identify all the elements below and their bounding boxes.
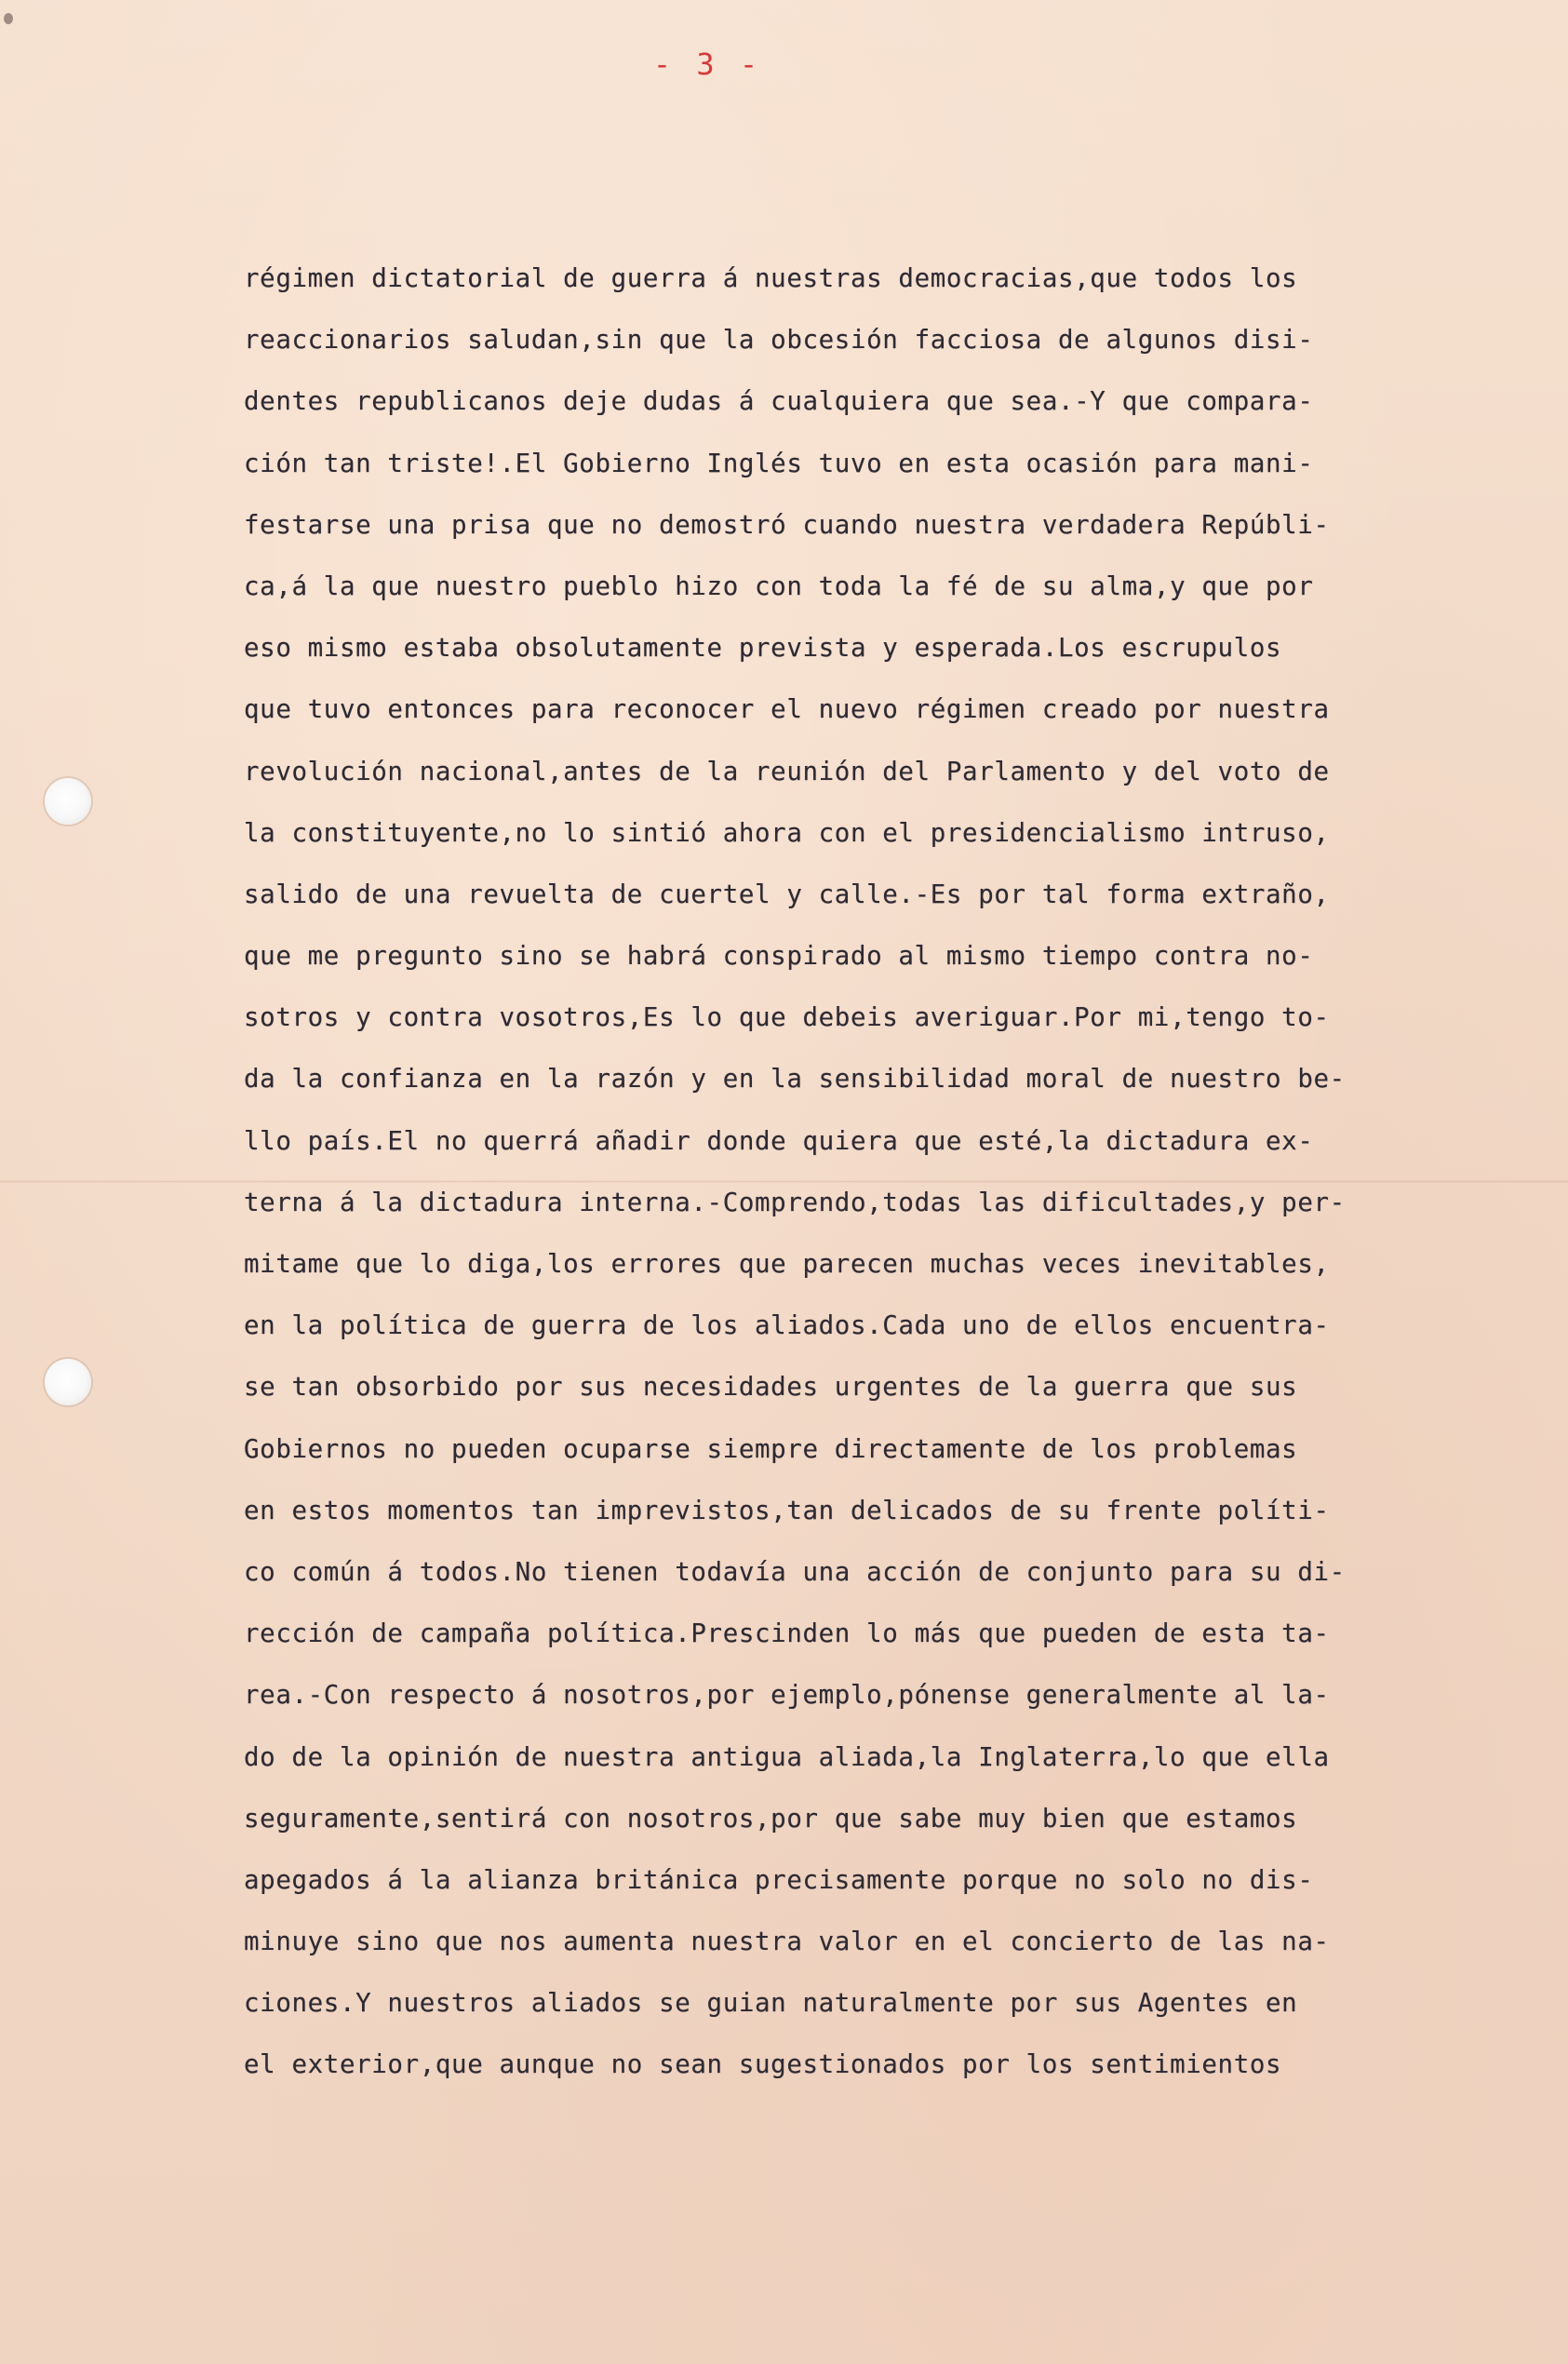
text-line: reaccionarios saludan,sin que la obcesión facciosa de algunos disi- [244,325,1314,356]
ink-smudge [4,13,13,24]
text-line: salido de una revuelta de cuertel y calle.-Es por tal forma extraño, [244,879,1330,909]
text-line: la constituyente,no lo sintió ahora con el presidencialismo intruso, [244,817,1330,848]
text-line: el exterior,que aunque no sean sugestionados por los sentimientos [244,2049,1282,2080]
punch-hole-lower [45,1359,91,1405]
text-line: rección de campaña política.Prescinden lo más que pueden de esta ta- [244,1619,1330,1649]
page-number: - 3 - [652,47,762,82]
text-line: revolución nacional,antes de la reunión del Parlamento y del voto de [244,756,1330,786]
text-line: terna á la dictadura interna.-Comprendo,todas las dificultades,y per- [244,1187,1346,1217]
text-line: dentes republicanos deje dudas á cualquiera que sea.-Y que compara- [244,386,1314,417]
text-line: da la confianza en la razón y en la sensibilidad moral de nuestro be- [244,1064,1346,1095]
text-line: seguramente,sentirá con nosotros,por que sabe muy bien que estamos [244,1803,1298,1833]
text-line: rea.-Con respecto á nosotros,por ejemplo,pónense generalmente al la- [244,1680,1330,1711]
text-line: ción tan triste!.El Gobierno Inglés tuvo en esta ocasión para mani- [244,448,1314,478]
text-line: eso mismo estaba obsolutamente prevista y esperada.Los escrupulos [244,633,1282,664]
text-line: ca,á la que nuestro pueblo hizo con toda la fé de su alma,y que por [244,571,1314,601]
text-line: en estos momentos tan imprevistos,tan delicados de su frente políti- [244,1495,1330,1525]
text-line: apegados á la alianza británica precisamente porque no solo no dis- [244,1864,1314,1895]
text-line: se tan obsorbido por sus necesidades urgentes de la guerra que sus [244,1372,1298,1403]
text-line: Gobiernos no pueden ocuparse siempre directamente de los problemas [244,1433,1298,1464]
text-line: festarse una prisa que no demostró cuando nuestra verdadera Repúbli- [244,509,1330,540]
text-line: régimen dictatorial de guerra á nuestras democracias,que todos los [244,263,1298,293]
text-line: ciones.Y nuestros aliados se guian naturalmente por sus Agentes en [244,1988,1298,2019]
text-line: sotros y contra vosotros,Es lo que debeis averiguar.Por mi,tengo to- [244,1002,1330,1033]
text-line: en la política de guerra de los aliados.Cada uno de ellos encuentra- [244,1310,1330,1341]
body-text [244,257,1528,2105]
punch-hole-upper [45,778,91,825]
text-line: do de la opinión de nuestra antigua aliada,la Inglaterra,lo que ella [244,1741,1330,1772]
text-line: minuye sino que nos aumenta nuestra valor en el concierto de las na- [244,1927,1330,1957]
text-line: mitame que lo diga,los errores que parecen muchas veces inevitables, [244,1249,1330,1279]
text-line: que me pregunto sino se habrá conspirado al mismo tiempo contra no- [244,941,1314,972]
text-line: co común á todos.No tienen todavía una acción de conjunto para su di- [244,1556,1346,1587]
text-line: llo país.El no querrá añadir donde quiera que esté,la dictadura ex- [244,1125,1314,1156]
text-line: que tuvo entonces para reconocer el nuevo régimen creado por nuestra [244,694,1330,725]
